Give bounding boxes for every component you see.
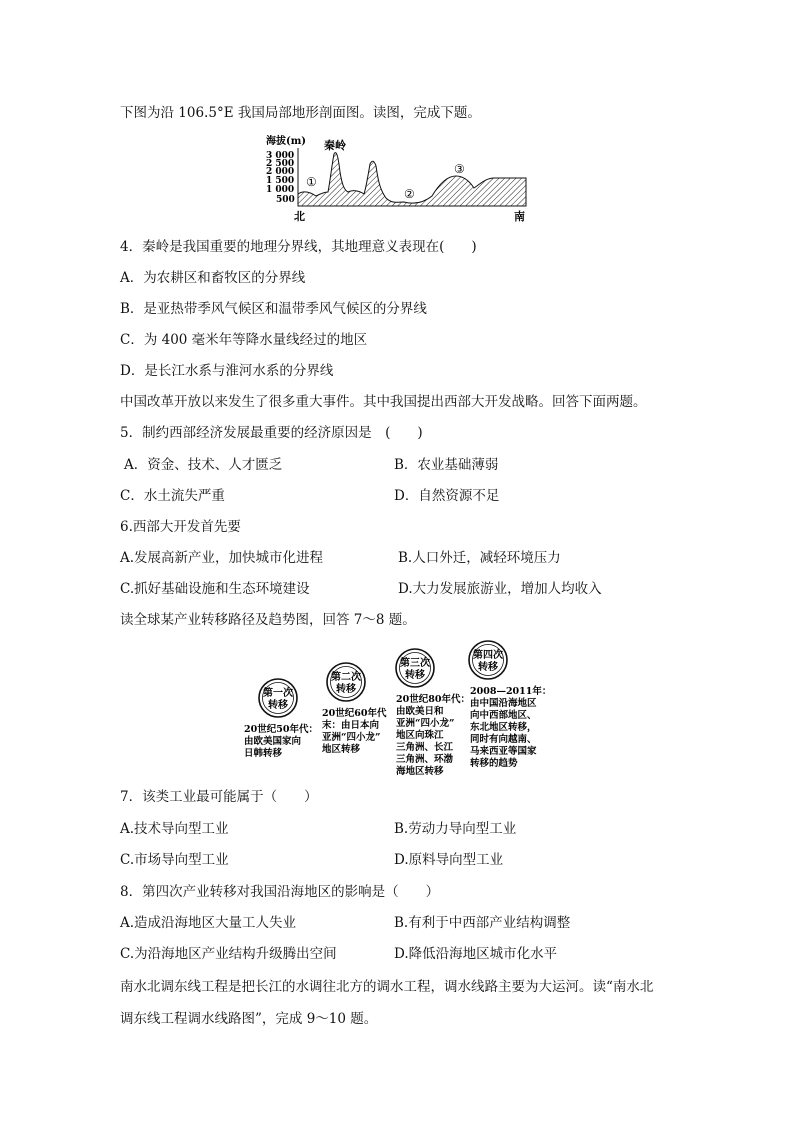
q7-option-d: D.原料导向型工业: [394, 852, 504, 868]
profile-marker-2: ②: [404, 187, 415, 201]
profile-marker-3: ③: [454, 162, 465, 176]
q5-option-a: A．资金、技术、人才匮乏: [124, 457, 283, 473]
intro-water-diversion-line-2: 调东线工程调水线路图”，完成 9～10 题。: [120, 1011, 378, 1027]
transfer-3-line-4: 地区向珠江: [396, 730, 444, 741]
transfer-4-line-7: 转移的趋势: [470, 758, 518, 769]
transfer-4-line-3: 向中西部地区、: [470, 710, 537, 721]
transfer-3-badge: [396, 649, 434, 687]
profile-north-label: 北: [294, 210, 305, 223]
profile-tick-1000: 1 000: [266, 185, 295, 195]
profile-tick-2500: 2 500: [266, 159, 295, 169]
q8-option-d: D.降低沿海地区城市化水平: [394, 946, 558, 962]
transfer-2-line-2: 末：由日本向: [322, 720, 380, 731]
transfer-3-line-1: 20世纪80年代：: [396, 694, 470, 705]
transfer-2-line-1: 20世纪60年代: [322, 708, 387, 719]
q6-option-d: D.大力发展旅游业，增加人均收入: [398, 581, 602, 597]
q4-option-a: A．为农耕区和畜牧区的分界线: [120, 270, 306, 286]
q6-option-a: A.发展高新产业，加快城市化进程: [120, 550, 324, 566]
transfer-2-title2: 转移: [336, 684, 356, 695]
transfer-3-line-7: 海地区转移: [396, 766, 444, 777]
transfer-1-line-1: 20世纪50年代：: [244, 724, 318, 735]
transfer-2-badge: [327, 663, 365, 701]
q5-option-b: B．农业基础薄弱: [394, 457, 499, 473]
profile-tick-1500: 1 500: [266, 176, 295, 186]
transfer-4-line-1: 2008—2011年：: [470, 686, 552, 697]
q6-stem: 6.西部大开发首先要: [120, 519, 241, 535]
transfer-3-line-5: 三角洲、长江: [396, 742, 454, 753]
q6-option-c: C.抓好基础设施和生态环境建设: [120, 581, 310, 597]
q6-option-b: B.人口外迁，减轻环境压力: [398, 550, 561, 566]
transfer-3-line-3: 亚洲“四小龙”: [396, 718, 455, 729]
transfer-2-title1: 第二次: [331, 672, 361, 683]
transfer-3-title1: 第三次: [400, 658, 430, 669]
transfer-1-badge: [259, 679, 297, 717]
intro-profile: 下图为沿 106.5°E 我国局部地形剖面图。读图，完成下题。: [120, 105, 481, 121]
intro-water-diversion-line-1: 南水北调东线工程是把长江的水调往北方的调水工程，调水线路主要为大运河。读“南水北: [120, 979, 654, 995]
q4-stem: 4．秦岭是我国重要的地理分界线，其地理意义表现在( ): [120, 239, 477, 255]
q5-option-d: D．自然资源不足: [394, 488, 500, 504]
transfer-3-line-2: 由欧美日和: [396, 706, 444, 717]
q7-option-c: C.市场导向型工业: [120, 852, 229, 868]
profile-tick-2000: 2 000: [266, 167, 295, 177]
transfer-4-line-5: 同时有向越南、: [470, 734, 537, 745]
q4-option-b: B．是亚热带季风气候区和温带季风气候区的分界线: [120, 301, 427, 317]
profile-tick-3000: 3 000: [266, 151, 295, 161]
q5-stem: 5．制约西部经济发展最重要的经济原因是 ( ): [120, 425, 423, 441]
profile-south-label: 南: [514, 210, 525, 223]
transfer-1-title1: 第一次: [263, 688, 293, 699]
transfer-4-line-4: 东北地区转移，: [470, 722, 537, 733]
terrain-profile-figure: [262, 132, 530, 224]
transfer-1-line-3: 日韩转移: [244, 748, 283, 759]
transfer-2-line-3: 亚洲“四小龙”: [322, 732, 381, 743]
q7-option-a: A.技术导向型工业: [120, 821, 229, 837]
q8-option-b: B.有利于中西部产业结构调整: [394, 915, 571, 931]
transfer-2-line-4: 地区转移: [322, 744, 361, 755]
industry-transfer-figure: [240, 636, 560, 786]
q8-stem: 8．第四次产业转移对我国沿海地区的影响是（ ）: [120, 884, 440, 900]
transfer-4-line-6: 马来西亚等国家: [470, 746, 537, 757]
transfer-1-line-2: 由欧美国家向: [244, 736, 302, 747]
q5-option-c: C．水土流失严重: [120, 488, 225, 504]
profile-ylabel: 海拔(m): [266, 136, 307, 147]
profile-tick-500: 500: [276, 195, 295, 205]
transfer-1-title2: 转移: [268, 700, 288, 711]
transfer-3-title2: 转移: [405, 670, 425, 681]
qinling-label: 秦岭: [324, 139, 346, 152]
transfer-3-line-6: 三角洲、环渤: [396, 754, 454, 765]
intro-west-development: 中国改革开放以来发生了很多重大事件。其中我国提出西部大开发战略。回答下面两题。: [120, 394, 647, 410]
q4-option-c: C．为 400 毫米年等降水量线经过的地区: [120, 332, 368, 348]
q4-option-d: D．是长江水系与淮河水系的分界线: [120, 363, 334, 379]
transfer-4-title1: 第四次: [473, 650, 503, 661]
q7-option-b: B.劳动力导向型工业: [394, 821, 517, 837]
transfer-4-title2: 转移: [478, 662, 498, 673]
intro-industry-transfer: 读全球某产业转移路径及趋势图，回答 7～8 题。: [120, 612, 416, 628]
transfer-4-badge: [469, 641, 507, 679]
transfer-4-line-2: 由中国沿海地区: [470, 698, 537, 709]
q8-option-c: C.为沿海地区产业结构升级腾出空间: [120, 946, 337, 962]
q7-stem: 7．该类工业最可能属于（ ）: [120, 789, 318, 805]
q8-option-a: A.造成沿海地区大量工人失业: [120, 915, 297, 931]
profile-marker-1: ①: [306, 175, 317, 189]
